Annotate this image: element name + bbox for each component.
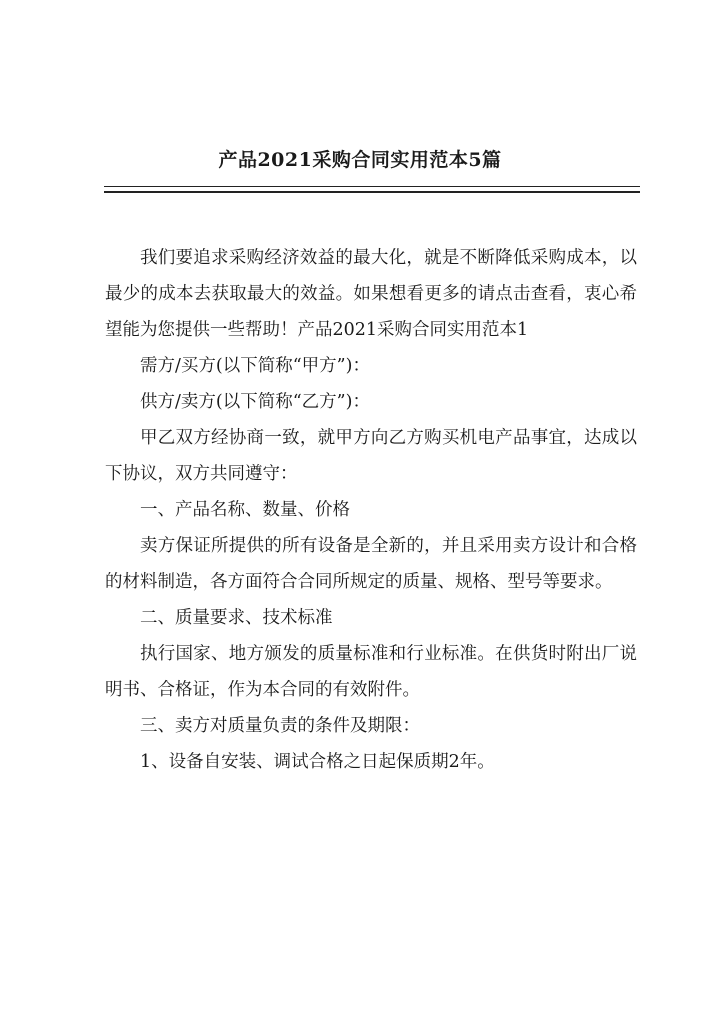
- paragraph-buyer: 需方/买方(以下简称“甲方”)：: [140, 356, 370, 376]
- document-body: [105, 240, 637, 780]
- paragraph-term-1: 1、设备自安装、调试合格之日起保质期2年。: [140, 752, 495, 772]
- paragraph-agreement: 甲乙双方经协商一致，就甲方向乙方购买机电产品事宜，达成以下协议，双方共同遵守：: [105, 428, 637, 484]
- paragraph-warranty: 卖方保证所提供的所有设备是全新的，并且采用卖方设计和合格的材料制造，各方面符合合同所规定的质量、规格、型号等要求。: [105, 536, 637, 592]
- document-title: 产品2021采购合同实用范本5篇: [218, 149, 502, 171]
- title-double-rule: [104, 186, 640, 193]
- section-heading-1: 一、产品名称、数量、价格: [140, 500, 350, 520]
- section-heading-3: 三、卖方对质量负责的条件及期限：: [140, 716, 420, 736]
- paragraph-seller: 供方/卖方(以下简称“乙方”)：: [140, 392, 370, 412]
- paragraph-standards: 执行国家、地方颁发的质量标准和行业标准。在供货时附出厂说明书、合格证，作为本合同的有效附件。: [105, 644, 637, 700]
- paragraph-intro: 我们要追求采购经济效益的最大化，就是不断降低采购成本，以最少的成本去获取最大的效益。如果想看更多的请点击查看，衷心希望能为您提供一些帮助！产品2021采购合同实用范本1: [105, 248, 637, 340]
- section-heading-2: 二、质量要求、技术标准: [140, 608, 333, 628]
